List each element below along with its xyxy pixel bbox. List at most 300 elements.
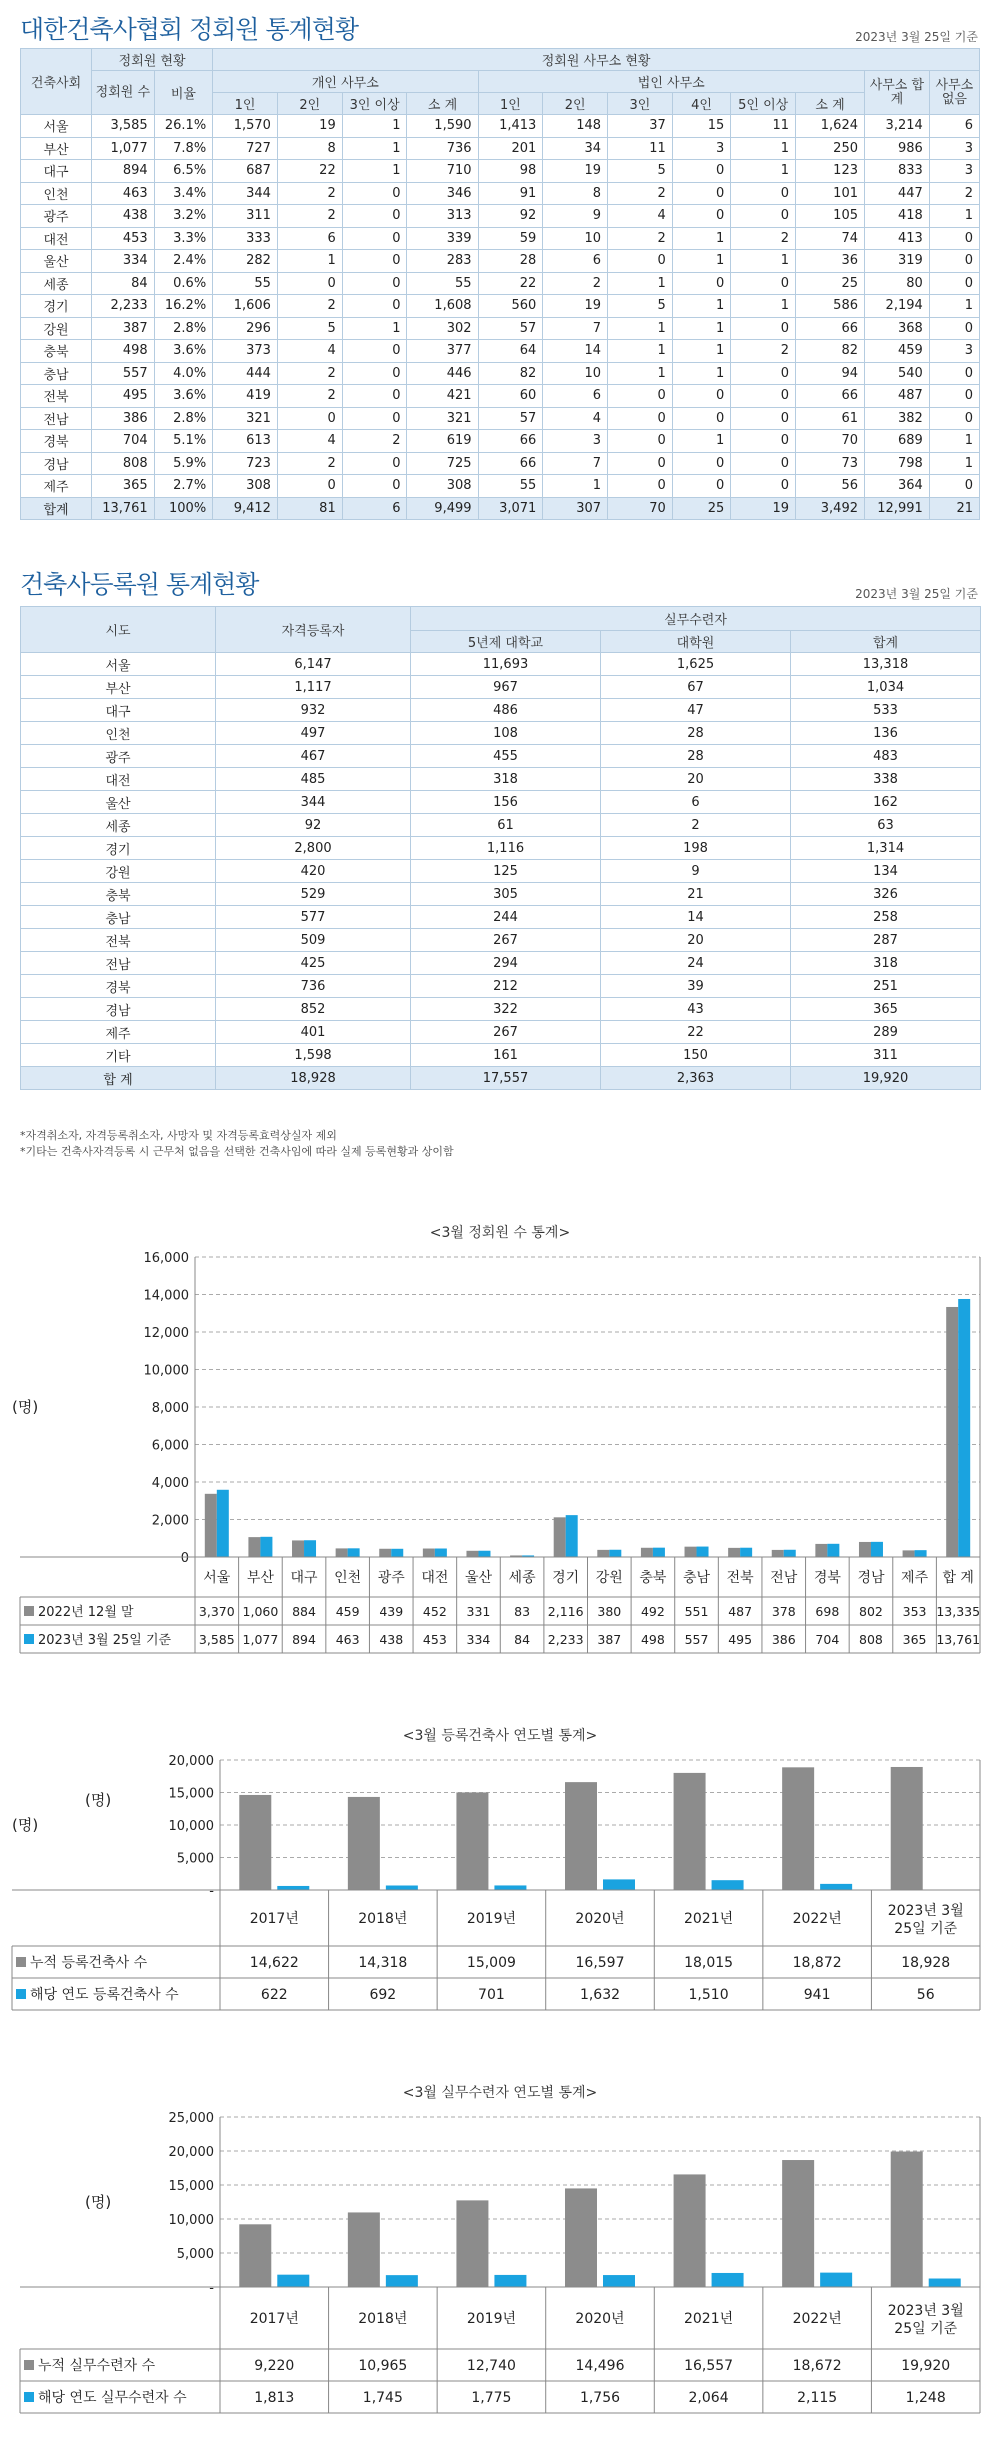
row-label: 서울 xyxy=(21,115,92,138)
table-cell: 2 xyxy=(277,362,342,385)
data-label: 622 xyxy=(260,1987,288,2003)
table-cell: 2 xyxy=(608,227,673,250)
table-cell: 0 xyxy=(672,205,730,228)
table-cell: 63 xyxy=(791,814,981,837)
row-label: 경북 xyxy=(21,975,216,998)
table-cell: 2 xyxy=(277,205,342,228)
x-tick-label: 2019년 xyxy=(466,1911,517,1927)
row-label: 강원 xyxy=(21,860,216,883)
table-cell: 509 xyxy=(216,929,411,952)
subheader-corporate-5: 소 계 xyxy=(796,93,865,115)
table-cell: 28 xyxy=(601,722,791,745)
table-cell: 250 xyxy=(796,137,865,160)
bar-gray xyxy=(348,2212,380,2287)
legend-swatch xyxy=(24,1634,34,1644)
data-label: 380 xyxy=(597,1604,622,1619)
table-cell: 156 xyxy=(411,791,601,814)
table-cell: 1 xyxy=(672,340,730,363)
table-cell: 10 xyxy=(543,227,608,250)
table-cell: 0 xyxy=(672,452,730,475)
y-tick-label: 15,000 xyxy=(168,2179,214,2194)
table-cell: 727 xyxy=(213,137,278,160)
table-cell: 338 xyxy=(791,768,981,791)
bar-gray xyxy=(674,1773,706,1890)
y-axis-label: (명) xyxy=(85,2193,112,2211)
bar-blue xyxy=(603,1879,635,1890)
x-tick-label: 합 계 xyxy=(942,1570,974,1586)
table-cell: 70 xyxy=(608,497,673,520)
table-cell: 7 xyxy=(543,452,608,475)
table-cell: 0 xyxy=(342,452,407,475)
table-cell: 2 xyxy=(277,182,342,205)
table-cell: 289 xyxy=(791,1021,981,1044)
x-tick-label: 전북 xyxy=(726,1570,754,1586)
table-cell: 736 xyxy=(216,975,411,998)
table-cell: 3.6% xyxy=(154,340,212,363)
table-cell: 3 xyxy=(672,137,730,160)
table-cell: 557 xyxy=(92,362,155,385)
row-label: 광주 xyxy=(21,745,216,768)
table-cell: 34 xyxy=(543,137,608,160)
table-cell: 0 xyxy=(672,272,730,295)
data-label: 808 xyxy=(859,1632,883,1647)
table-row xyxy=(21,250,980,273)
table-cell: 19 xyxy=(543,160,608,183)
row-label: 부산 xyxy=(21,137,92,160)
table-cell: 1,314 xyxy=(791,837,981,860)
table-cell: 80 xyxy=(865,272,930,295)
table-cell: 486 xyxy=(411,699,601,722)
table-cell: 0 xyxy=(731,452,796,475)
data-label: 2,115 xyxy=(797,2390,838,2406)
table-cell: 9,412 xyxy=(213,497,278,520)
table-cell: 1,413 xyxy=(478,115,543,138)
y-tick-label: 20,000 xyxy=(168,2145,214,2160)
table-cell: 3,071 xyxy=(478,497,543,520)
table-cell: 7 xyxy=(543,317,608,340)
row-label: 대구 xyxy=(21,699,216,722)
table-cell: 3 xyxy=(929,160,979,183)
table-cell: 319 xyxy=(865,250,930,273)
table-cell: 0 xyxy=(731,385,796,408)
subheader-corporate-4: 5인 이상 xyxy=(731,93,796,115)
x-tick-label: 광주 xyxy=(377,1570,405,1586)
table-cell: 125 xyxy=(411,860,601,883)
x-tick-label: 경북 xyxy=(813,1570,841,1586)
table-cell: 311 xyxy=(791,1044,981,1067)
table-cell: 1 xyxy=(672,362,730,385)
table-cell: 689 xyxy=(865,430,930,453)
table-cell: 3,492 xyxy=(796,497,865,520)
table-cell: 808 xyxy=(92,452,155,475)
table-cell: 15 xyxy=(672,115,730,138)
table-row xyxy=(21,362,980,385)
bar-blue xyxy=(603,2275,635,2287)
table-row xyxy=(21,998,981,1021)
table-cell: 0 xyxy=(608,250,673,273)
bar-blue xyxy=(784,1550,796,1557)
table-cell: 4 xyxy=(608,205,673,228)
y-tick-label: 25,000 xyxy=(168,2111,214,2126)
reg-header-univ5: 5년제 대학교 xyxy=(411,631,601,653)
table-cell: 59 xyxy=(478,227,543,250)
table-cell: 123 xyxy=(796,160,865,183)
bar-blue xyxy=(386,1886,418,1890)
bar-gray xyxy=(423,1549,435,1557)
table-cell: 84 xyxy=(92,272,155,295)
data-label: 1,813 xyxy=(254,2390,295,2406)
table-row xyxy=(21,883,981,906)
y-tick-label: 2,000 xyxy=(151,1513,189,1529)
table-cell: 453 xyxy=(92,227,155,250)
table-cell: 6 xyxy=(543,385,608,408)
table-cell: 0 xyxy=(342,340,407,363)
y-tick-label: - xyxy=(209,2281,214,2296)
table-cell: 710 xyxy=(407,160,478,183)
table-cell: 365 xyxy=(791,998,981,1021)
bar-blue xyxy=(712,2273,744,2287)
y-tick-label: - xyxy=(209,1884,214,1899)
table-cell: 318 xyxy=(791,952,981,975)
x-tick-label: 2018년 xyxy=(358,2311,408,2327)
data-label: 334 xyxy=(466,1632,491,1647)
data-label: 13,335 xyxy=(936,1604,981,1619)
table-cell: 2,194 xyxy=(865,295,930,318)
legend-label: 누적 실무수련자 수 xyxy=(38,2358,156,2374)
table-cell: 1 xyxy=(731,160,796,183)
table-cell: 311 xyxy=(213,205,278,228)
table-cell: 82 xyxy=(478,362,543,385)
bar-gray xyxy=(782,2160,814,2287)
table-cell: 2 xyxy=(731,227,796,250)
table-cell: 57 xyxy=(478,407,543,430)
table-cell: 495 xyxy=(92,385,155,408)
table-cell: 1,598 xyxy=(216,1044,411,1067)
table-cell: 498 xyxy=(92,340,155,363)
table-cell: 0 xyxy=(731,475,796,498)
table-cell: 438 xyxy=(92,205,155,228)
table-cell: 723 xyxy=(213,452,278,475)
table-cell: 339 xyxy=(407,227,478,250)
bar-blue xyxy=(435,1549,447,1557)
table-cell: 0 xyxy=(608,475,673,498)
table-cell: 2 xyxy=(277,385,342,408)
bar-gray xyxy=(379,1549,391,1557)
row-label: 인천 xyxy=(21,182,92,205)
table-cell: 5 xyxy=(277,317,342,340)
table-cell: 9,499 xyxy=(407,497,478,520)
data-label: 83 xyxy=(514,1604,531,1619)
table-row xyxy=(21,430,980,453)
table-cell: 296 xyxy=(213,317,278,340)
table-cell: 1 xyxy=(672,227,730,250)
table-cell: 1 xyxy=(342,160,407,183)
x-tick-label: 서울 xyxy=(203,1570,231,1586)
header-current: 정회원 현황 xyxy=(92,49,213,71)
reg-header-practice: 실무수련자 xyxy=(411,607,981,631)
registered-body xyxy=(21,653,981,1090)
table-cell: 36 xyxy=(796,250,865,273)
table-cell: 4 xyxy=(543,407,608,430)
row-label: 경남 xyxy=(21,452,92,475)
x-tick-label: 2023년 3월 xyxy=(887,1903,964,1919)
row-label: 인천 xyxy=(21,722,216,745)
table-cell: 8 xyxy=(543,182,608,205)
data-label: 84 xyxy=(514,1632,531,1647)
table-cell: 0 xyxy=(342,475,407,498)
bar-gray xyxy=(205,1494,217,1557)
table-cell: 1,034 xyxy=(791,676,981,699)
table-cell: 334 xyxy=(92,250,155,273)
table-cell: 344 xyxy=(216,791,411,814)
table-cell: 43 xyxy=(601,998,791,1021)
table-cell: 2,233 xyxy=(92,295,155,318)
x-tick-label: 2021년 xyxy=(683,1911,734,1927)
table-cell: 162 xyxy=(791,791,981,814)
header-ratio: 비율 xyxy=(154,71,212,115)
table-cell: 368 xyxy=(865,317,930,340)
table-cell: 9 xyxy=(601,860,791,883)
chart1-title: <3월 정회원 수 통계> xyxy=(429,1225,571,1241)
registered-date: 2023년 3월 25일 기준 xyxy=(855,587,978,601)
table-cell: 0 xyxy=(342,250,407,273)
table-row xyxy=(21,205,980,228)
table-row xyxy=(21,137,980,160)
bar-gray xyxy=(456,2200,488,2287)
table-cell: 1,116 xyxy=(411,837,601,860)
table-cell: 1 xyxy=(929,452,979,475)
table-row xyxy=(21,676,981,699)
table-cell: 3,585 xyxy=(92,115,155,138)
x-tick-label: 강원 xyxy=(595,1570,623,1586)
table-cell: 0 xyxy=(342,407,407,430)
table-cell: 16.2% xyxy=(154,295,212,318)
table-cell: 0.6% xyxy=(154,272,212,295)
legend-label: 해당 연도 실무수련자 수 xyxy=(38,2390,187,2406)
data-label: 387 xyxy=(597,1632,622,1647)
table-cell: 967 xyxy=(411,676,601,699)
row-label: 경기 xyxy=(21,295,92,318)
x-tick-label: 25일 기준 xyxy=(894,1921,958,1937)
table-cell: 66 xyxy=(796,317,865,340)
table-cell: 81 xyxy=(277,497,342,520)
table-cell: 322 xyxy=(411,998,601,1021)
data-label: 1,756 xyxy=(579,2390,621,2406)
table-cell: 487 xyxy=(865,385,930,408)
table-cell: 308 xyxy=(213,475,278,498)
table-row xyxy=(21,160,980,183)
table-cell: 986 xyxy=(865,137,930,160)
subheader-corporate-2: 3인 xyxy=(608,93,673,115)
x-tick-label: 2022년 xyxy=(792,1911,842,1927)
table-cell: 6 xyxy=(342,497,407,520)
table-cell: 326 xyxy=(791,883,981,906)
table-cell: 70 xyxy=(796,430,865,453)
bar-blue xyxy=(740,1548,752,1557)
table-cell: 1 xyxy=(672,430,730,453)
table-cell: 55 xyxy=(478,475,543,498)
table-cell: 294 xyxy=(411,952,601,975)
row-label: 합 계 xyxy=(21,1067,216,1090)
y-tick-label: 5,000 xyxy=(176,2247,214,2262)
row-label: 전북 xyxy=(21,385,92,408)
header-office-total: 사무소 합계 xyxy=(865,71,930,115)
table-cell: 11 xyxy=(731,115,796,138)
table-cell: 61 xyxy=(411,814,601,837)
table-cell: 60 xyxy=(478,385,543,408)
table-cell: 305 xyxy=(411,883,601,906)
bar-blue xyxy=(929,2279,961,2287)
table-cell: 22 xyxy=(601,1021,791,1044)
row-label: 경기 xyxy=(21,837,216,860)
table-cell: 0 xyxy=(342,295,407,318)
bar-gray xyxy=(674,2174,706,2287)
table-cell: 6 xyxy=(277,227,342,250)
table-cell: 463 xyxy=(92,182,155,205)
reg-header-region: 시도 xyxy=(21,607,216,653)
table-cell: 6 xyxy=(929,115,979,138)
y-tick-label: 20,000 xyxy=(168,1754,214,1769)
table-cell: 1,624 xyxy=(796,115,865,138)
table-row xyxy=(21,975,981,998)
table-cell: 1 xyxy=(672,250,730,273)
table-row xyxy=(21,475,980,498)
bar-blue xyxy=(277,1886,309,1890)
x-tick-label: 울산 xyxy=(464,1570,493,1586)
data-label: 453 xyxy=(422,1632,447,1647)
bar-gray xyxy=(946,1307,958,1557)
table-cell: 91 xyxy=(478,182,543,205)
table-cell: 418 xyxy=(865,205,930,228)
data-label: 498 xyxy=(640,1632,665,1647)
data-label: 56 xyxy=(916,1987,935,2003)
data-label: 894 xyxy=(292,1632,316,1647)
data-label: 941 xyxy=(803,1987,831,2003)
table-row xyxy=(21,722,981,745)
table-cell: 2 xyxy=(601,814,791,837)
table-cell: 20 xyxy=(601,929,791,952)
table-cell: 3 xyxy=(543,430,608,453)
x-tick-label: 충북 xyxy=(639,1570,667,1586)
data-label: 16,557 xyxy=(684,2358,734,2374)
table-row xyxy=(21,653,981,676)
table-cell: 577 xyxy=(216,906,411,929)
table-cell: 0 xyxy=(929,317,979,340)
bar-blue xyxy=(277,2275,309,2287)
table-cell: 100% xyxy=(154,497,212,520)
x-tick-label: 전남 xyxy=(770,1570,798,1586)
table-cell: 736 xyxy=(407,137,478,160)
bar-blue xyxy=(566,1515,578,1557)
data-label: 487 xyxy=(728,1604,753,1619)
header-personal: 개인 사무소 xyxy=(213,71,478,93)
bar-gray xyxy=(772,1550,784,1557)
subheader-personal-3: 소 계 xyxy=(407,93,478,115)
bar-gray xyxy=(239,2224,271,2287)
row-label: 전남 xyxy=(21,952,216,975)
table-cell: 1 xyxy=(342,137,407,160)
table-row xyxy=(21,837,981,860)
bar-gray xyxy=(348,1797,380,1890)
bar-blue xyxy=(915,1550,927,1557)
header-corporate: 법인 사무소 xyxy=(478,71,864,93)
table-cell: 302 xyxy=(407,317,478,340)
total-row xyxy=(21,497,980,520)
table-cell: 47 xyxy=(601,699,791,722)
table-cell: 307 xyxy=(543,497,608,520)
table-cell: 3 xyxy=(929,137,979,160)
table-cell: 421 xyxy=(407,385,478,408)
table-cell: 560 xyxy=(478,295,543,318)
bar-gray xyxy=(782,1767,814,1890)
data-label: 13,761 xyxy=(936,1632,981,1647)
data-label: 884 xyxy=(292,1604,316,1619)
table-cell: 61 xyxy=(796,407,865,430)
registered-table xyxy=(20,606,981,1090)
table-cell: 0 xyxy=(929,272,979,295)
data-label: 1,060 xyxy=(242,1604,279,1619)
table-row xyxy=(21,227,980,250)
table-cell: 344 xyxy=(213,182,278,205)
data-label: 2,233 xyxy=(547,1632,584,1647)
members-body xyxy=(21,115,980,520)
x-tick-label: 부산 xyxy=(246,1570,274,1586)
bar-blue xyxy=(820,2273,852,2287)
total-row xyxy=(21,1067,981,1090)
data-label: 438 xyxy=(379,1632,404,1647)
bar-blue xyxy=(478,1551,490,1557)
header-no-office: 사무소 없음 xyxy=(929,71,979,115)
x-tick-label: 2017년 xyxy=(249,2311,299,2327)
x-tick-label: 경남 xyxy=(857,1570,885,1586)
bar-blue xyxy=(391,1549,403,1557)
table-row xyxy=(21,1044,981,1067)
table-cell: 687 xyxy=(213,160,278,183)
members-table xyxy=(20,48,980,520)
bar-gray xyxy=(728,1548,740,1557)
table-cell: 0 xyxy=(342,205,407,228)
table-cell: 2 xyxy=(543,272,608,295)
table-cell: 382 xyxy=(865,407,930,430)
x-tick-label: 2022년 xyxy=(792,2311,842,2327)
legend-swatch xyxy=(24,1606,34,1616)
table-cell: 18,928 xyxy=(216,1067,411,1090)
registered-notes xyxy=(20,1128,454,1160)
table-cell: 6.5% xyxy=(154,160,212,183)
data-label: 3,585 xyxy=(198,1632,235,1647)
table-cell: 4 xyxy=(277,430,342,453)
subheader-personal-2: 3인 이상 xyxy=(342,93,407,115)
bar-gray xyxy=(597,1550,609,1557)
data-label: 353 xyxy=(902,1604,927,1619)
table-cell: 444 xyxy=(213,362,278,385)
data-label: 18,672 xyxy=(792,2358,842,2374)
table-cell: 287 xyxy=(791,929,981,952)
table-cell: 2 xyxy=(277,295,342,318)
table-cell: 308 xyxy=(407,475,478,498)
table-cell: 1,117 xyxy=(216,676,411,699)
data-label: 704 xyxy=(815,1632,840,1647)
table-cell: 364 xyxy=(865,475,930,498)
table-cell: 833 xyxy=(865,160,930,183)
table-cell: 20 xyxy=(601,768,791,791)
table-cell: 1,077 xyxy=(92,137,155,160)
table-cell: 0 xyxy=(731,272,796,295)
bar-gray xyxy=(336,1548,348,1557)
data-label: 802 xyxy=(859,1604,883,1619)
table-cell: 267 xyxy=(411,1021,601,1044)
data-label: 14,622 xyxy=(249,1955,299,1971)
